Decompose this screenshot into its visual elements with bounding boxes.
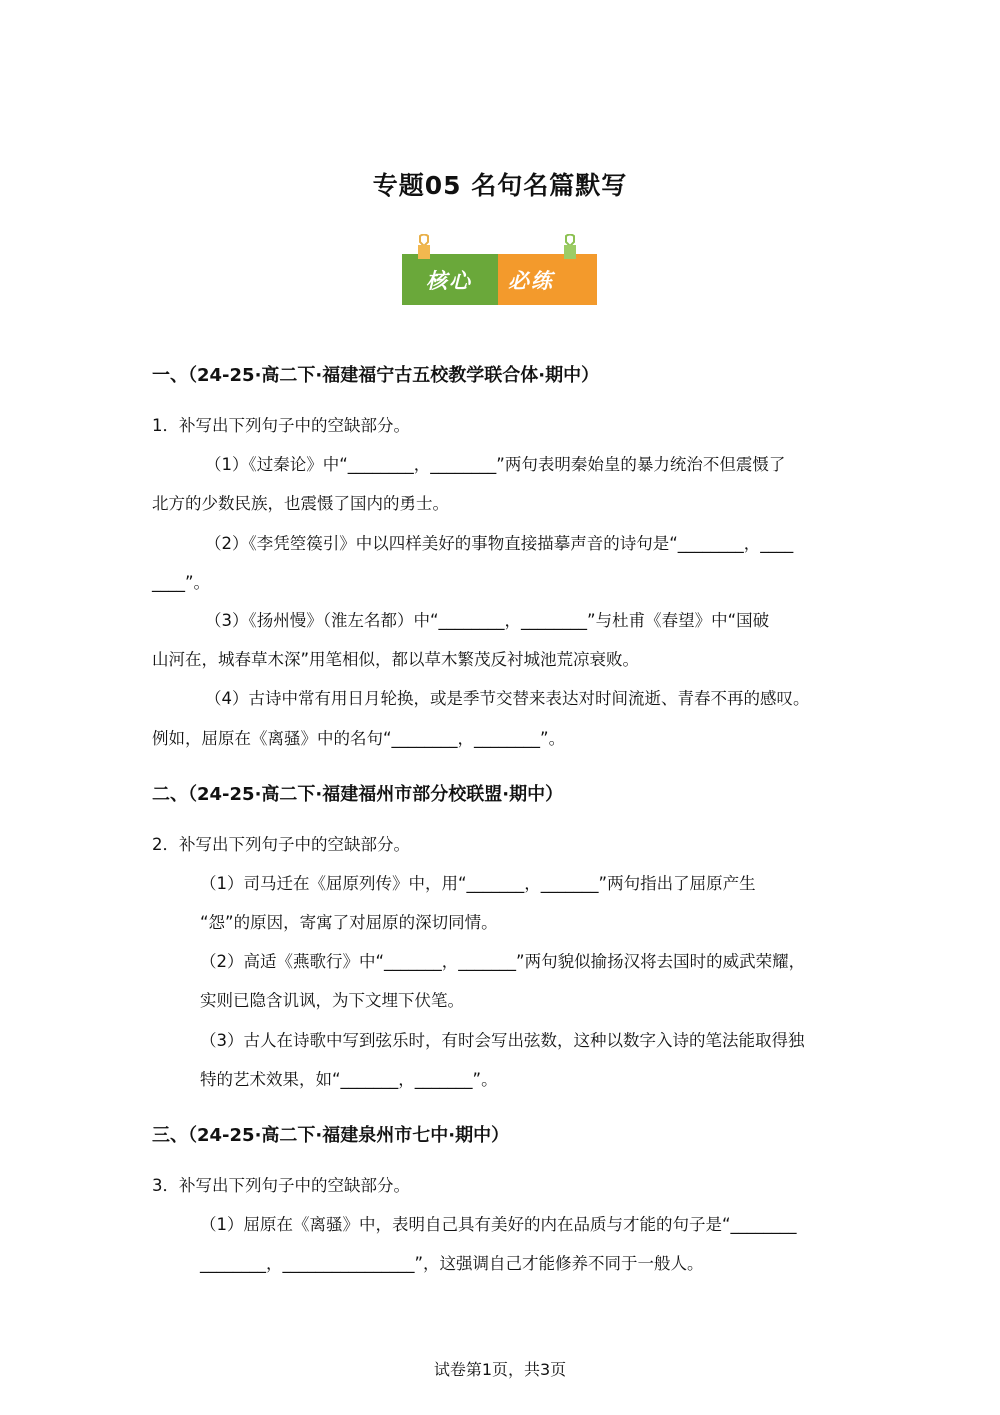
question-stem: 1．补写出下列句子中的空缺部分。 [152, 416, 410, 435]
question-line: 实则已隐含讥讽，为下文埋下伏笔。 [200, 991, 464, 1010]
page-footer: 试卷第1页，共3页 [433, 1360, 567, 1379]
section-heading: 三、（24-25·高二下·福建泉州市七中·期中） [152, 1125, 510, 1146]
core-practice-badge [402, 234, 597, 306]
paper-clip-icon [562, 234, 578, 260]
badge-left-text: 核心 [426, 269, 472, 293]
question-line: 北方的少数民族，也震慑了国内的勇士。 [152, 494, 449, 513]
page-title: 专题05 名句名篇默写 [372, 171, 628, 200]
question-line: 山河在，城春草木深”用笔相似，都以草木繁茂反衬城池荒凉衰败。 [152, 650, 640, 669]
question-stem: 3．补写出下列句子中的空缺部分。 [152, 1176, 410, 1195]
section-heading: 一、（24-25·高二下·福建福宁古五校教学联合体·期中） [152, 365, 600, 386]
question-line: ____”。 [152, 573, 211, 592]
question-line: ________，________________”，这强调自己才能修养不同于一般人。 [200, 1254, 704, 1273]
question-line: 特的艺术效果，如“_______，_______”。 [200, 1070, 498, 1089]
question-stem: 2．补写出下列句子中的空缺部分。 [152, 835, 410, 854]
question-line: （2）高适《燕歌行》中“_______，_______”两句貌似揄扬汉将去国时的威武荣耀， [200, 952, 806, 971]
question-line: （4）古诗中常有用日月轮换，或是季节交替来表达对时间流逝、青春不再的感叹。 [205, 689, 810, 708]
section-heading: 二、（24-25·高二下·福建福州市部分校联盟·期中） [152, 784, 564, 805]
question-line: （1）屈原在《离骚》中，表明自己具有美好的内在品质与才能的句子是“________ [200, 1215, 797, 1234]
question-line: “怨”的原因，寄寓了对屈原的深切同情。 [200, 913, 498, 932]
question-line: （3）古人在诗歌中写到弦乐时，有时会写出弦数，这种以数字入诗的笔法能取得独 [200, 1031, 805, 1050]
question-line: （2）《李凭箜篌引》中以四样美好的事物直接描摹声音的诗句是“________，____ [205, 534, 794, 553]
question-line: （1）司马迁在《屈原列传》中，用“_______，_______”两句指出了屈原产生 [200, 874, 756, 893]
question-line: （1）《过秦论》中“________，________”两句表明秦始皇的暴力统治不但震慑了 [205, 455, 786, 474]
question-line: （3）《扬州慢》（淮左名都）中“________，________”与杜甫《春望》中“国破 [205, 611, 770, 630]
badge-right-text: 必练 [508, 269, 554, 293]
paper-clip-icon [416, 234, 432, 260]
question-line: 例如，屈原在《离骚》中的名句“________，________”。 [152, 729, 566, 748]
